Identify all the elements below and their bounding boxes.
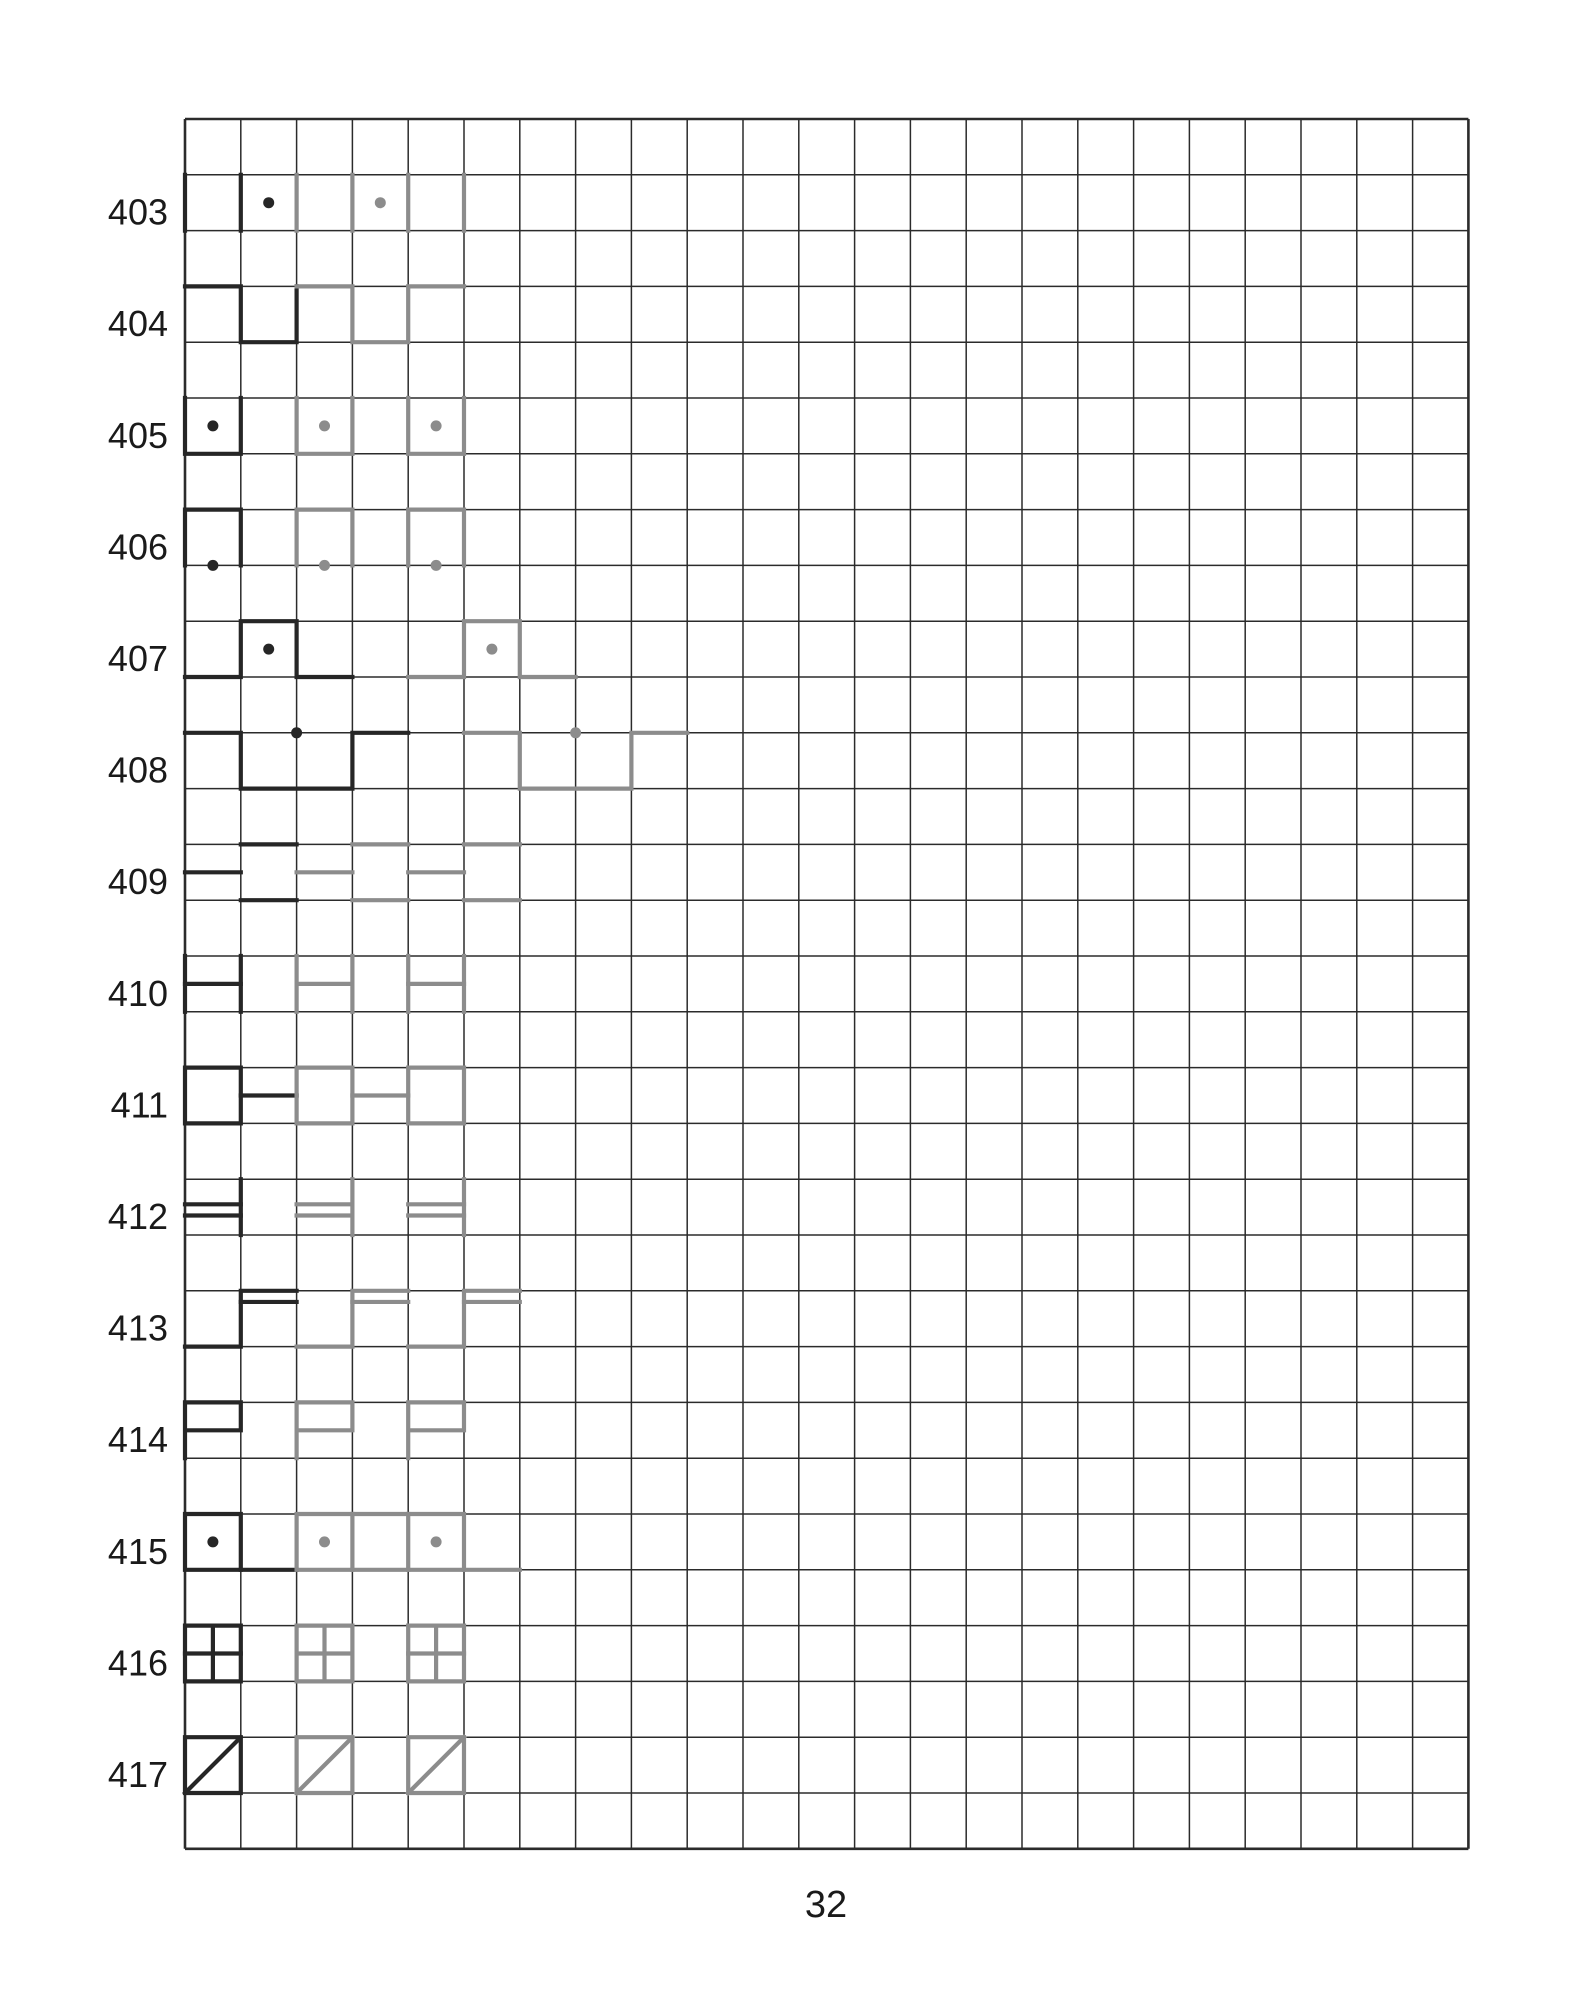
- exercise-number: 409: [107, 861, 168, 903]
- pattern-stroke: [185, 1402, 241, 1458]
- exercise-number: 413: [107, 1307, 168, 1349]
- exercise-number: 417: [107, 1754, 168, 1795]
- pattern-dot: [431, 1536, 442, 1547]
- pattern-stroke: [408, 1737, 464, 1793]
- pattern-stroke: [185, 286, 297, 342]
- pattern-dot: [319, 1536, 330, 1547]
- exercise-number: 405: [107, 414, 168, 456]
- pattern-dot: [291, 727, 302, 738]
- pattern-dot: [319, 420, 330, 431]
- exercise-number: 415: [107, 1530, 168, 1572]
- pattern-stroke: [297, 1402, 353, 1458]
- graph-paper-grid: [185, 119, 1468, 1849]
- exercise-number: 416: [107, 1642, 168, 1684]
- exercise-number: 404: [107, 303, 168, 345]
- pattern-stroke: [408, 1068, 464, 1124]
- pattern-dot: [207, 1536, 218, 1547]
- pattern-stroke: [408, 1402, 464, 1458]
- exercise-number: 407: [107, 638, 168, 679]
- tracing-patterns: [185, 175, 687, 1793]
- pattern-dot: [486, 644, 497, 655]
- pattern-dot: [431, 560, 442, 571]
- pattern-stroke: [297, 510, 353, 566]
- pattern-dot: [570, 727, 581, 738]
- pattern-stroke: [408, 1291, 520, 1347]
- exercise-number: 412: [107, 1196, 168, 1237]
- pattern-dot: [207, 560, 218, 571]
- pattern-stroke: [185, 1068, 241, 1124]
- exercise-number: 410: [107, 972, 168, 1014]
- pattern-stroke: [185, 1291, 297, 1347]
- pattern-dot: [319, 560, 330, 571]
- exercise-number: 406: [107, 526, 168, 568]
- pattern-dot: [263, 644, 274, 655]
- exercise-number: 414: [107, 1419, 168, 1461]
- pattern-stroke: [297, 1068, 353, 1124]
- pattern-stroke: [185, 1737, 241, 1793]
- pattern-dot: [431, 420, 442, 431]
- page-number: 32: [804, 1884, 848, 1926]
- pattern-stroke: [297, 286, 464, 342]
- pattern-dot: [207, 420, 218, 431]
- exercise-number: 403: [107, 191, 168, 233]
- pattern-dot: [263, 197, 274, 208]
- pattern-stroke: [185, 510, 241, 566]
- pattern-dot: [375, 197, 386, 208]
- pattern-stroke: [408, 510, 464, 566]
- exercise-number: 408: [107, 749, 168, 791]
- pattern-stroke: [297, 1291, 409, 1347]
- pattern-stroke: [297, 1737, 353, 1793]
- exercise-number: 411: [110, 1084, 168, 1126]
- exercise-number-column: [108, 192, 168, 1795]
